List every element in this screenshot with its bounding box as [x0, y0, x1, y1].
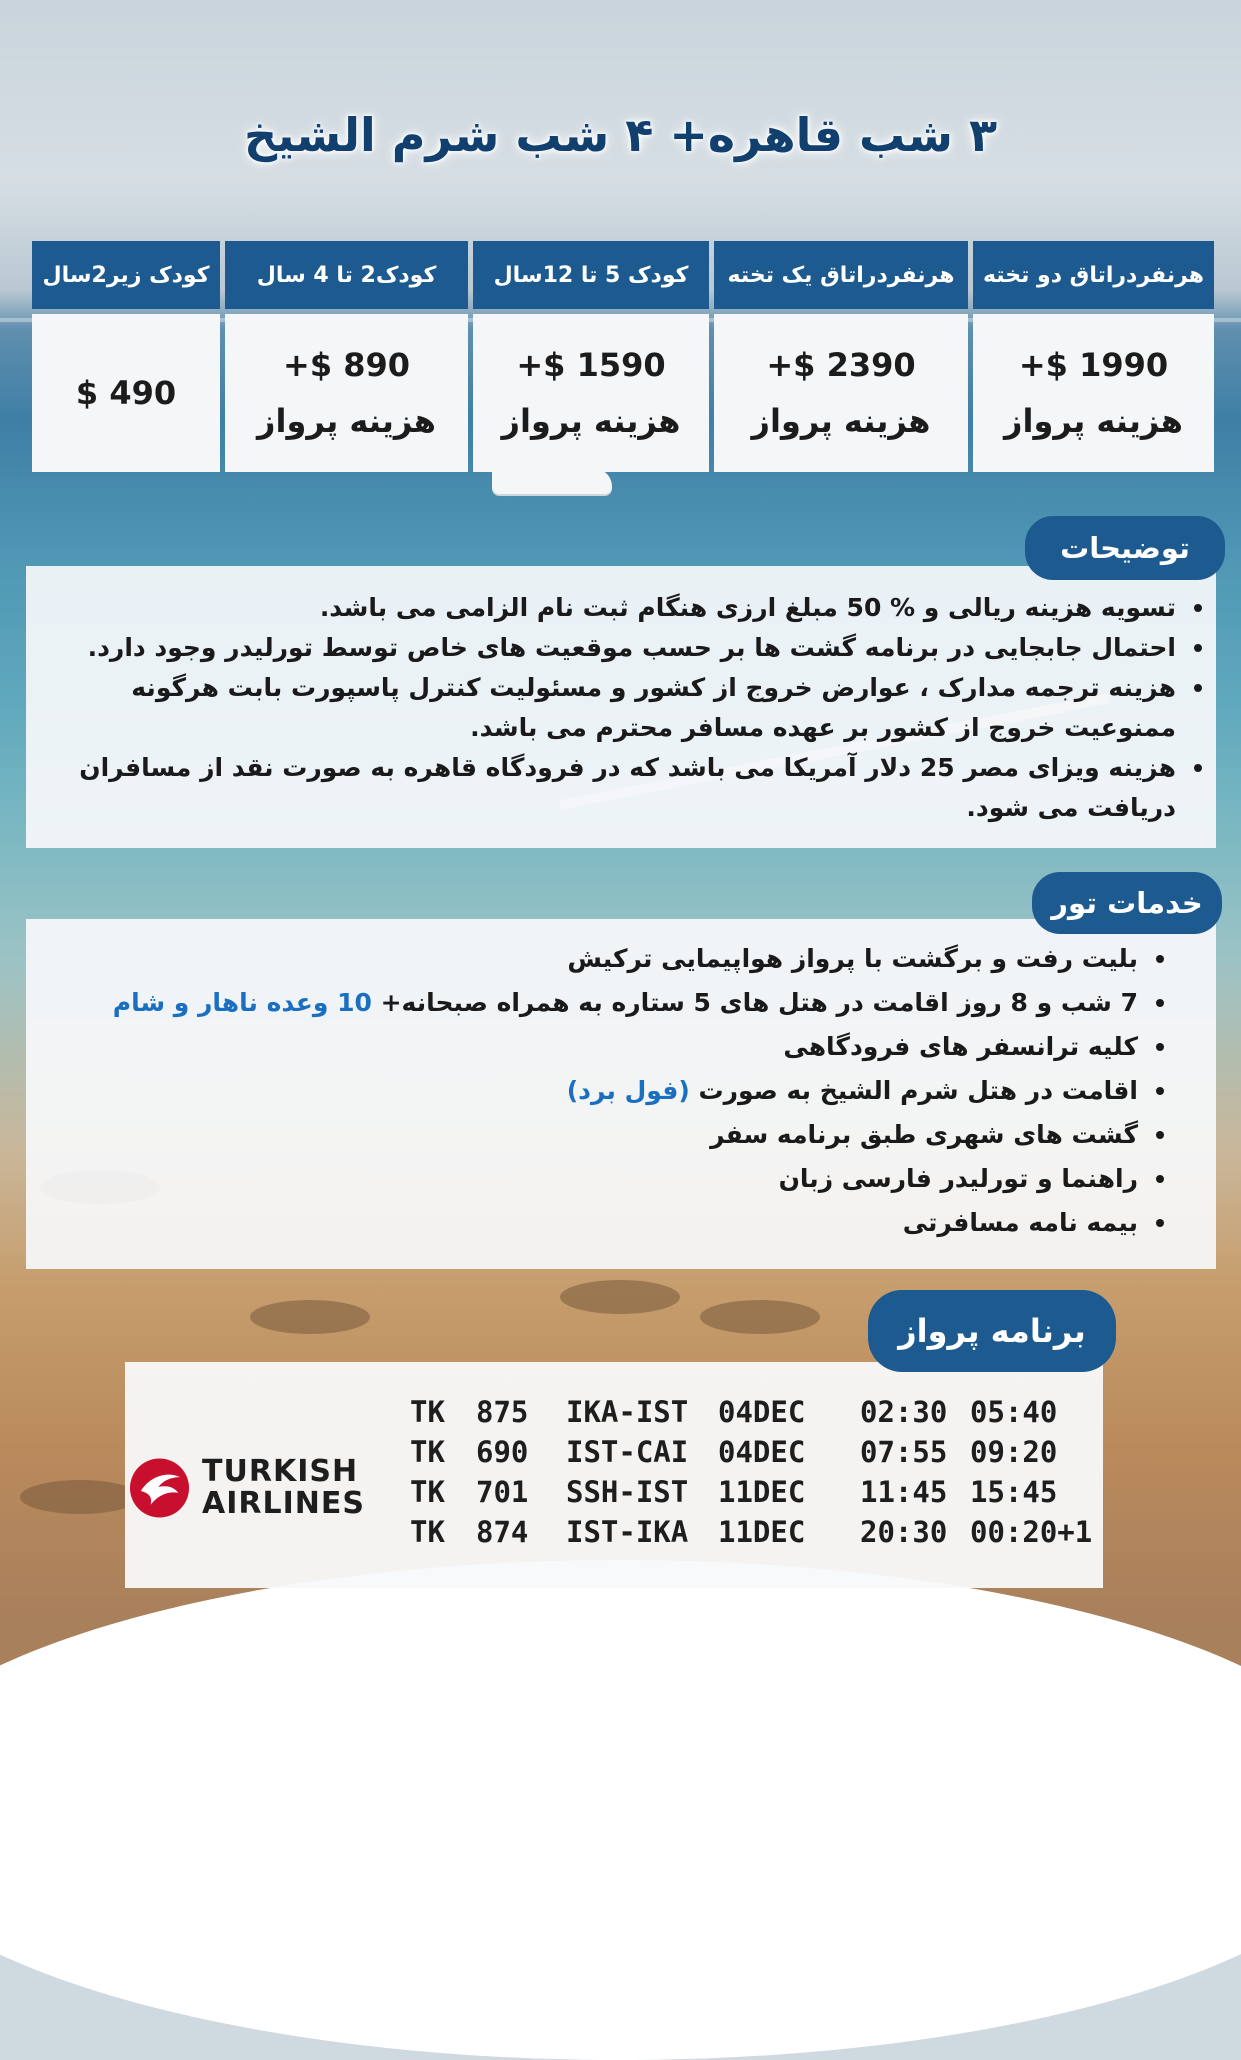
- header-infant: کودک زیر2سال: [32, 241, 220, 309]
- bottom-curve: [0, 1560, 1241, 2060]
- flight-number: 875: [476, 1395, 529, 1429]
- price-cell: [714, 314, 968, 472]
- umbrella-illustration: [20, 1480, 140, 1514]
- flight-heading: برنامه پرواز: [868, 1290, 1116, 1372]
- flight-route: SSH-IST: [566, 1475, 689, 1509]
- airline-name: [202, 1456, 365, 1520]
- turkish-airlines-bird-icon: [129, 1457, 190, 1519]
- price-value: 890 $+: [283, 346, 411, 384]
- list-item: [56, 1069, 1138, 1113]
- price-value: 2390 $+: [766, 346, 916, 384]
- page-title: ۳ شب قاهره+ ۴ شب شرم الشیخ: [243, 108, 998, 162]
- price-cell: [473, 314, 709, 472]
- price-note: هزینه پرواز: [751, 402, 931, 440]
- airline-name-line: AIRLINES: [202, 1486, 365, 1521]
- price-note: هزینه پرواز: [257, 402, 436, 440]
- flight-departure: 07:55: [860, 1435, 948, 1469]
- services-list: [26, 919, 1216, 1245]
- flight-panel: [125, 1362, 1103, 1588]
- flight-arrival: 05:40: [970, 1395, 1058, 1429]
- flight-code: TK: [410, 1475, 445, 1509]
- flight-departure: 20:30: [860, 1515, 948, 1549]
- price-cell: [973, 314, 1214, 472]
- header-child-2-4: کودک2 تا 4 سال: [225, 241, 468, 309]
- price-value: 1590 $+: [516, 346, 666, 384]
- price-table-header: [27, 241, 1214, 309]
- price-note: هزینه پرواز: [1004, 402, 1183, 440]
- price-cell: [32, 314, 220, 472]
- table-row: [410, 1432, 1100, 1472]
- flight-departure: 02:30: [860, 1395, 948, 1429]
- list-item: گشت های شهری طبق برنامه سفر: [56, 1113, 1138, 1157]
- list-item: هزینه ویزای مصر 25 دلار آمریکا می باشد که در فرودگاه قاهره به صورت نقد از مسافران دریافت می شود.: [56, 748, 1176, 828]
- flight-date: 11DEC: [718, 1515, 806, 1549]
- services-heading: خدمات تور: [1032, 872, 1222, 934]
- price-note: هزینه پرواز: [501, 402, 681, 440]
- list-item: کلیه ترانسفر های فرودگاهی: [56, 1025, 1138, 1069]
- list-item: بلیت رفت و برگشت با پرواز هواپیمایی ترکیش: [56, 937, 1138, 981]
- flight-route: IST-CAI: [566, 1435, 689, 1469]
- flight-code: TK: [410, 1395, 445, 1429]
- flight-number: 690: [476, 1435, 529, 1469]
- table-row: [410, 1512, 1100, 1552]
- list-item: احتمال جابجایی در برنامه گشت ها بر حسب موقعیت های خاص توسط تورلیدر وجود دارد.: [56, 628, 1176, 668]
- flight-route: IKA-IST: [566, 1395, 689, 1429]
- price-cell: [225, 314, 468, 472]
- flight-route: IST-IKA: [566, 1515, 689, 1549]
- descriptions-panel: [26, 566, 1216, 848]
- list-item: هزینه ترجمه مدارک ، عوارض خروج از کشور و مسئولیت کنترل پاسپورت بابت هرگونه ممنوعیت خروج از کشور بر عهده مسافر محترم می باشد.: [56, 668, 1176, 748]
- flight-code: TK: [410, 1435, 445, 1469]
- table-row: [410, 1392, 1100, 1432]
- flight-number: 874: [476, 1515, 529, 1549]
- service-text: 7 شب و 8 روز اقامت در هتل های 5 ستاره به همراه صبحانه+: [371, 988, 1138, 1017]
- flight-schedule: [410, 1392, 1100, 1552]
- flight-arrival: 00:20+1: [970, 1515, 1093, 1549]
- descriptions-heading: توضیحات: [1025, 516, 1225, 580]
- table-row: [410, 1472, 1100, 1512]
- descriptions-list: [26, 566, 1216, 828]
- header-double-room: هرنفردراتاق دو تخته: [973, 241, 1214, 309]
- price-table-body: [27, 314, 1214, 472]
- service-highlight: 10 وعده ناهار و شام: [112, 988, 372, 1017]
- list-item: [56, 981, 1138, 1025]
- flight-number: 701: [476, 1475, 529, 1509]
- price-table: [27, 241, 1214, 472]
- airline-name-line: TURKISH: [202, 1454, 359, 1489]
- header-single-room: هرنفردراتاق یک تخته: [714, 241, 968, 309]
- list-item: تسویه هزینه ریالی و % 50 مبلغ ارزی هنگام ثبت نام الزامی می باشد.: [56, 588, 1176, 628]
- flight-departure: 11:45: [860, 1475, 948, 1509]
- flight-code: TK: [410, 1515, 445, 1549]
- umbrella-illustration: [250, 1300, 370, 1334]
- umbrella-illustration: [700, 1300, 820, 1334]
- flight-date: 04DEC: [718, 1435, 806, 1469]
- airline-logo: [125, 1448, 365, 1528]
- list-item: بیمه نامه مسافرتی: [56, 1201, 1138, 1245]
- umbrella-illustration: [560, 1280, 680, 1314]
- price-value: 1990 $+: [1018, 346, 1169, 384]
- flight-arrival: 09:20: [970, 1435, 1058, 1469]
- price-value: 490 $: [75, 374, 177, 412]
- list-item: راهنما و تورلیدر فارسی زبان: [56, 1157, 1138, 1201]
- flight-date: 11DEC: [718, 1475, 806, 1509]
- header-child-5-12: کودک 5 تا 12سال: [473, 241, 709, 309]
- flight-arrival: 15:45: [970, 1475, 1058, 1509]
- service-text: اقامت در هتل شرم الشیخ به صورت: [689, 1076, 1138, 1105]
- services-panel: [26, 919, 1216, 1269]
- flight-date: 04DEC: [718, 1395, 806, 1429]
- service-highlight: (فول برد): [566, 1076, 690, 1105]
